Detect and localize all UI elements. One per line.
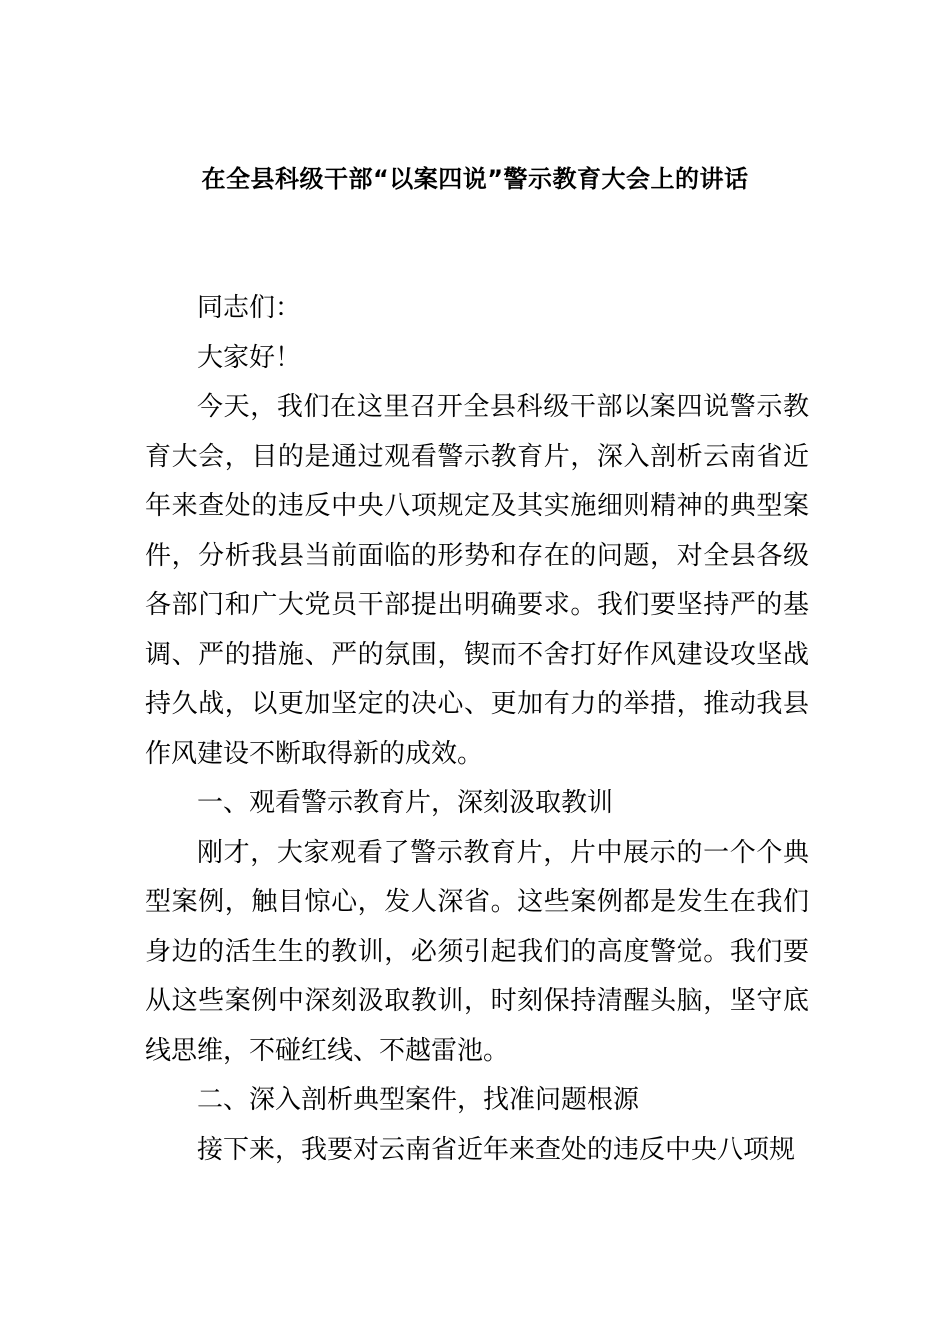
paragraph-section-2: 接下来，我要对云南省近年来查处的违反中央八项规 bbox=[197, 1134, 796, 1165]
greeting: 大家好！ bbox=[197, 342, 302, 373]
document-title: 在全县科级干部“以案四说”警示教育大会上的讲话 bbox=[201, 165, 749, 193]
document-body bbox=[145, 284, 809, 1175]
paragraph-intro: 今天，我们在这里召开全县科级干部以案四说警示教育大会，目的是通过观看警示教育片，深入剖析云南省近年来查处的违反中央八项规定及其实施细则精神的典型案件，分析我县当前面临的形势和存在的问题，对全县各级各部门和广大党员干部提出明确要求。我们要坚持严的基调、严的措施、严的氛围，锲而不舍打好作风建设攻坚战持久战，以更加坚定的决心、更加有力的举措，推动我县作风建设不断取得新的成效。 bbox=[145, 392, 809, 769]
salutation: 同志们： bbox=[197, 293, 302, 323]
section-heading-1: 一、观看警示教育片，深刻汲取教训 bbox=[197, 788, 614, 818]
section-heading-2: 二、深入剖析典型案件，找准问题根源 bbox=[197, 1085, 640, 1115]
paragraph-section-1: 刚才，大家观看了警示教育片，片中展示的一个个典型案例，触目惊心，发人深省。这些案例都是发生在我们身边的活生生的教训，必须引起我们的高度警觉。我们要从这些案例中深刻汲取教训，时刻保持清醒头脑，坚守底线思维，不碰红线、不越雷池。 bbox=[145, 837, 809, 1066]
